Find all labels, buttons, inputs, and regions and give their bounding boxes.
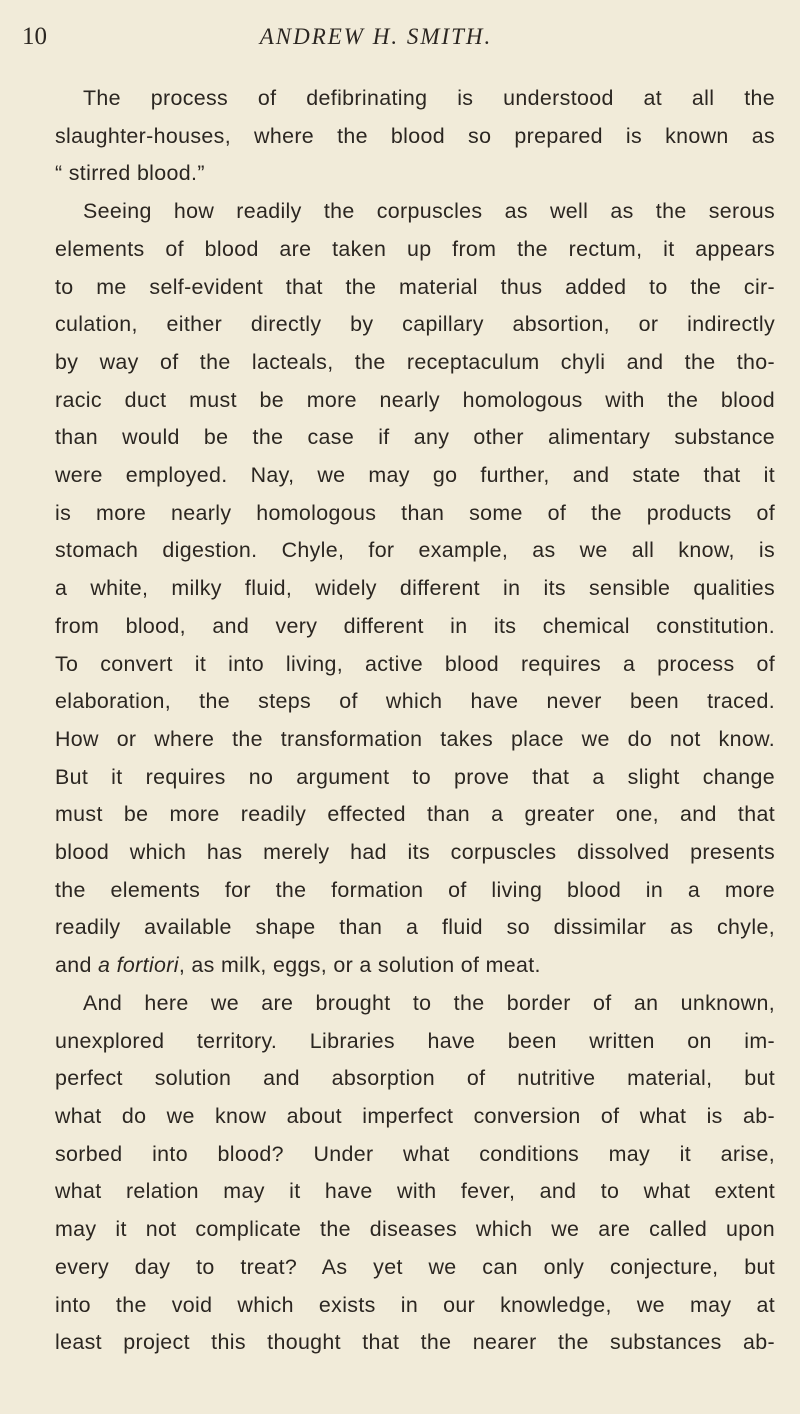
text-line: “ stirred blood.”	[55, 161, 205, 186]
italic-phrase: a fortiori	[98, 953, 179, 978]
paragraph-1	[55, 80, 775, 193]
text-line: were employed. Nay, we may go further, and state that it	[55, 463, 775, 488]
running-head	[22, 20, 760, 54]
text-line: To convert it into living, active blood requires a process of	[55, 651, 775, 676]
text-fragment: , as milk, eggs, or a solution of meat.	[178, 953, 541, 978]
text-fragment: and	[55, 953, 99, 978]
text-line: But it requires no argument to prove that a slight change	[55, 764, 775, 789]
text-line: How or where the transformation takes place we do not know.	[55, 726, 775, 751]
text-line: what relation may it have with fever, and to what extent	[55, 1179, 775, 1204]
body-text	[55, 80, 775, 1362]
text-line: than would be the case if any other alimentary substance	[55, 425, 775, 450]
text-line: every day to treat? As yet we can only conjecture, but	[55, 1254, 775, 1279]
text-line: slaughter-houses, where the blood so prepared is known as	[55, 123, 775, 148]
text-line: by way of the lacteals, the receptaculum chyli and the tho-	[55, 349, 775, 374]
text-line: stomach digestion. Chyle, for example, as we all know, is	[55, 538, 775, 563]
text-line: into the void which exists in our knowledge, we may at	[55, 1292, 775, 1317]
text-line: readily available shape than a fluid so dissimilar as chyle,	[55, 915, 775, 940]
text-line: what do we know about imperfect conversion of what is ab-	[55, 1103, 775, 1128]
text-line: Seeing how readily the corpuscles as well as the serous	[83, 199, 775, 224]
text-line: unexplored territory. Libraries have been written on im-	[55, 1028, 775, 1053]
paragraph-3	[55, 985, 775, 1362]
text-line: a white, milky fluid, widely different in its sensible qualities	[55, 576, 775, 601]
running-title: ANDREW H. SMITH.	[259, 24, 493, 49]
paragraph-2	[55, 193, 775, 985]
text-line: culation, either directly by capillary absortion, or indirectly	[55, 312, 775, 337]
text-line: sorbed into blood? Under what conditions may it arise,	[55, 1141, 775, 1166]
text-line: The process of defibrinating is understood at all the	[83, 86, 775, 110]
text-line: from blood, and very different in its chemical constitution.	[55, 613, 775, 638]
text-line: racic duct must be more nearly homologous with the blood	[55, 387, 775, 412]
text-line: And here we are brought to the border of an unknown,	[83, 990, 775, 1015]
text-line: the elements for the formation of living blood in a more	[55, 877, 775, 902]
text-line: perfect solution and absorption of nutritive material, but	[55, 1066, 775, 1091]
text-line: least project this thought that the nearer the substances ab-	[55, 1330, 775, 1355]
text-line: elaboration, the steps of which have never been traced.	[55, 689, 775, 714]
text-line: elements of blood are taken up from the rectum, it appears	[55, 236, 775, 261]
text-line: is more nearly homologous than some of the products of	[55, 500, 775, 525]
text-line: must be more readily effected than a greater one, and that	[55, 802, 775, 827]
page-number: 10	[22, 23, 47, 50]
text-line: may it not complicate the diseases which we are called upon	[55, 1217, 775, 1242]
text-line: blood which has merely had its corpuscles dissolved presents	[55, 840, 775, 865]
text-line: to me self-evident that the material thus added to the cir-	[55, 274, 775, 299]
text-line	[55, 947, 775, 985]
